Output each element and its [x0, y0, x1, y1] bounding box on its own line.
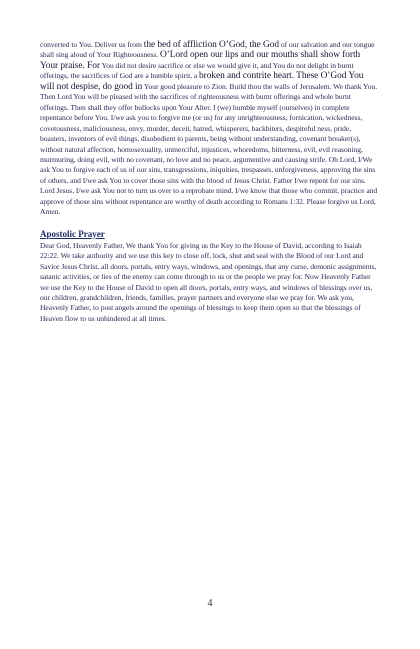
repentance-paragraph	[40, 40, 378, 218]
page-content	[40, 40, 378, 324]
paragraph-segment-emphasis: broken and contrite heart. These O’God You will not despise, do good in	[40, 71, 364, 92]
paragraph-segment: You did not desire sacrifice or else we would give it, and You do not delight in burnt offerings, the sacrifices of God are a humble spirit, a	[40, 60, 354, 81]
paragraph-segment-emphasis: O’Lord open our lips and our mouths shall show forth Your praise. For	[40, 50, 361, 71]
section-heading-apostolic-prayer: Apostolic Prayer	[40, 228, 105, 239]
paragraph-segment: of our salvation and our tongue shall sing aloud of Your Righteousness.	[40, 40, 375, 60]
paragraph-segment: converted to You. Deliver us from	[40, 40, 144, 49]
paragraph-segment-emphasis: the bed of affliction O’God, the God	[143, 40, 279, 50]
page-number: 4	[207, 598, 213, 609]
paragraph-segment: Your good pleasure to Zion. Build thou the walls of Jerusalem. We thank You. Then Lord You will be pleased with the sacrifices of righteousness with burnt offerings and whole burnt offerings. Then shall they offer bullocks upon Your Alter. I (we) humble myself (ourselves) in complete repentance before You. I/we ask you to forgive me (or us) for any unrighteousness, fornication, wickedness, covetousness, maliciousness, envy, murder, deceit, hatred, whisperers, backbiters, despiteful ness, pride, boasters, inventors of evil things, disobedient to parents, being without understanding, covenant breaker(s), without natural affection, homosexuality, unmerciful, injustices, whoredoms, bitterness, evil, evil reasoning, murmuring, doing evil, with no covenant, no love and no peace, argumentive and causing strife. Oh Lord, I/We ask You to forgive each of us of our sins, transgressions, iniquities, trespasses, unforgiveness, approving the sins of others, and I/we ask You to cover those sins with the blood of Jesus Christ. Father I/we repent for our sins. Lord Jesus, I/we ask You not to turn us over to a reprobate mind. I/we know that those who commit, practice and approve of those sins without repentance are worthy of death according to Romans 1:32. Please forgive us Lord, Amen.	[40, 81, 378, 217]
apostolic-prayer-paragraph: Dear God, Heavenly Father, We thank You for giving us the Key to the House of David, according to Isaiah 22:22. We take authority and we use this key to close off, lock, shut and seal with the Blood of our Lord and Savior Jesus Christ, all doors, portals, entry ways, windows, and openings, that any curse, demonic assignments, satanic activities, or lies of the enemy can come through to us or the people we pray for. Now Heavenly Father we use the Key to the House of David to open all doors, portals, entry ways, and windows of blessings over us, our children, grandchildren, friends, families, prayer partners and everyone else we pray for. We ask you, Heavenly Father, to post angels around the openings of blessings to keep them open so that the blessings of Heaven flow to us unhindered at all times.	[40, 240, 377, 323]
